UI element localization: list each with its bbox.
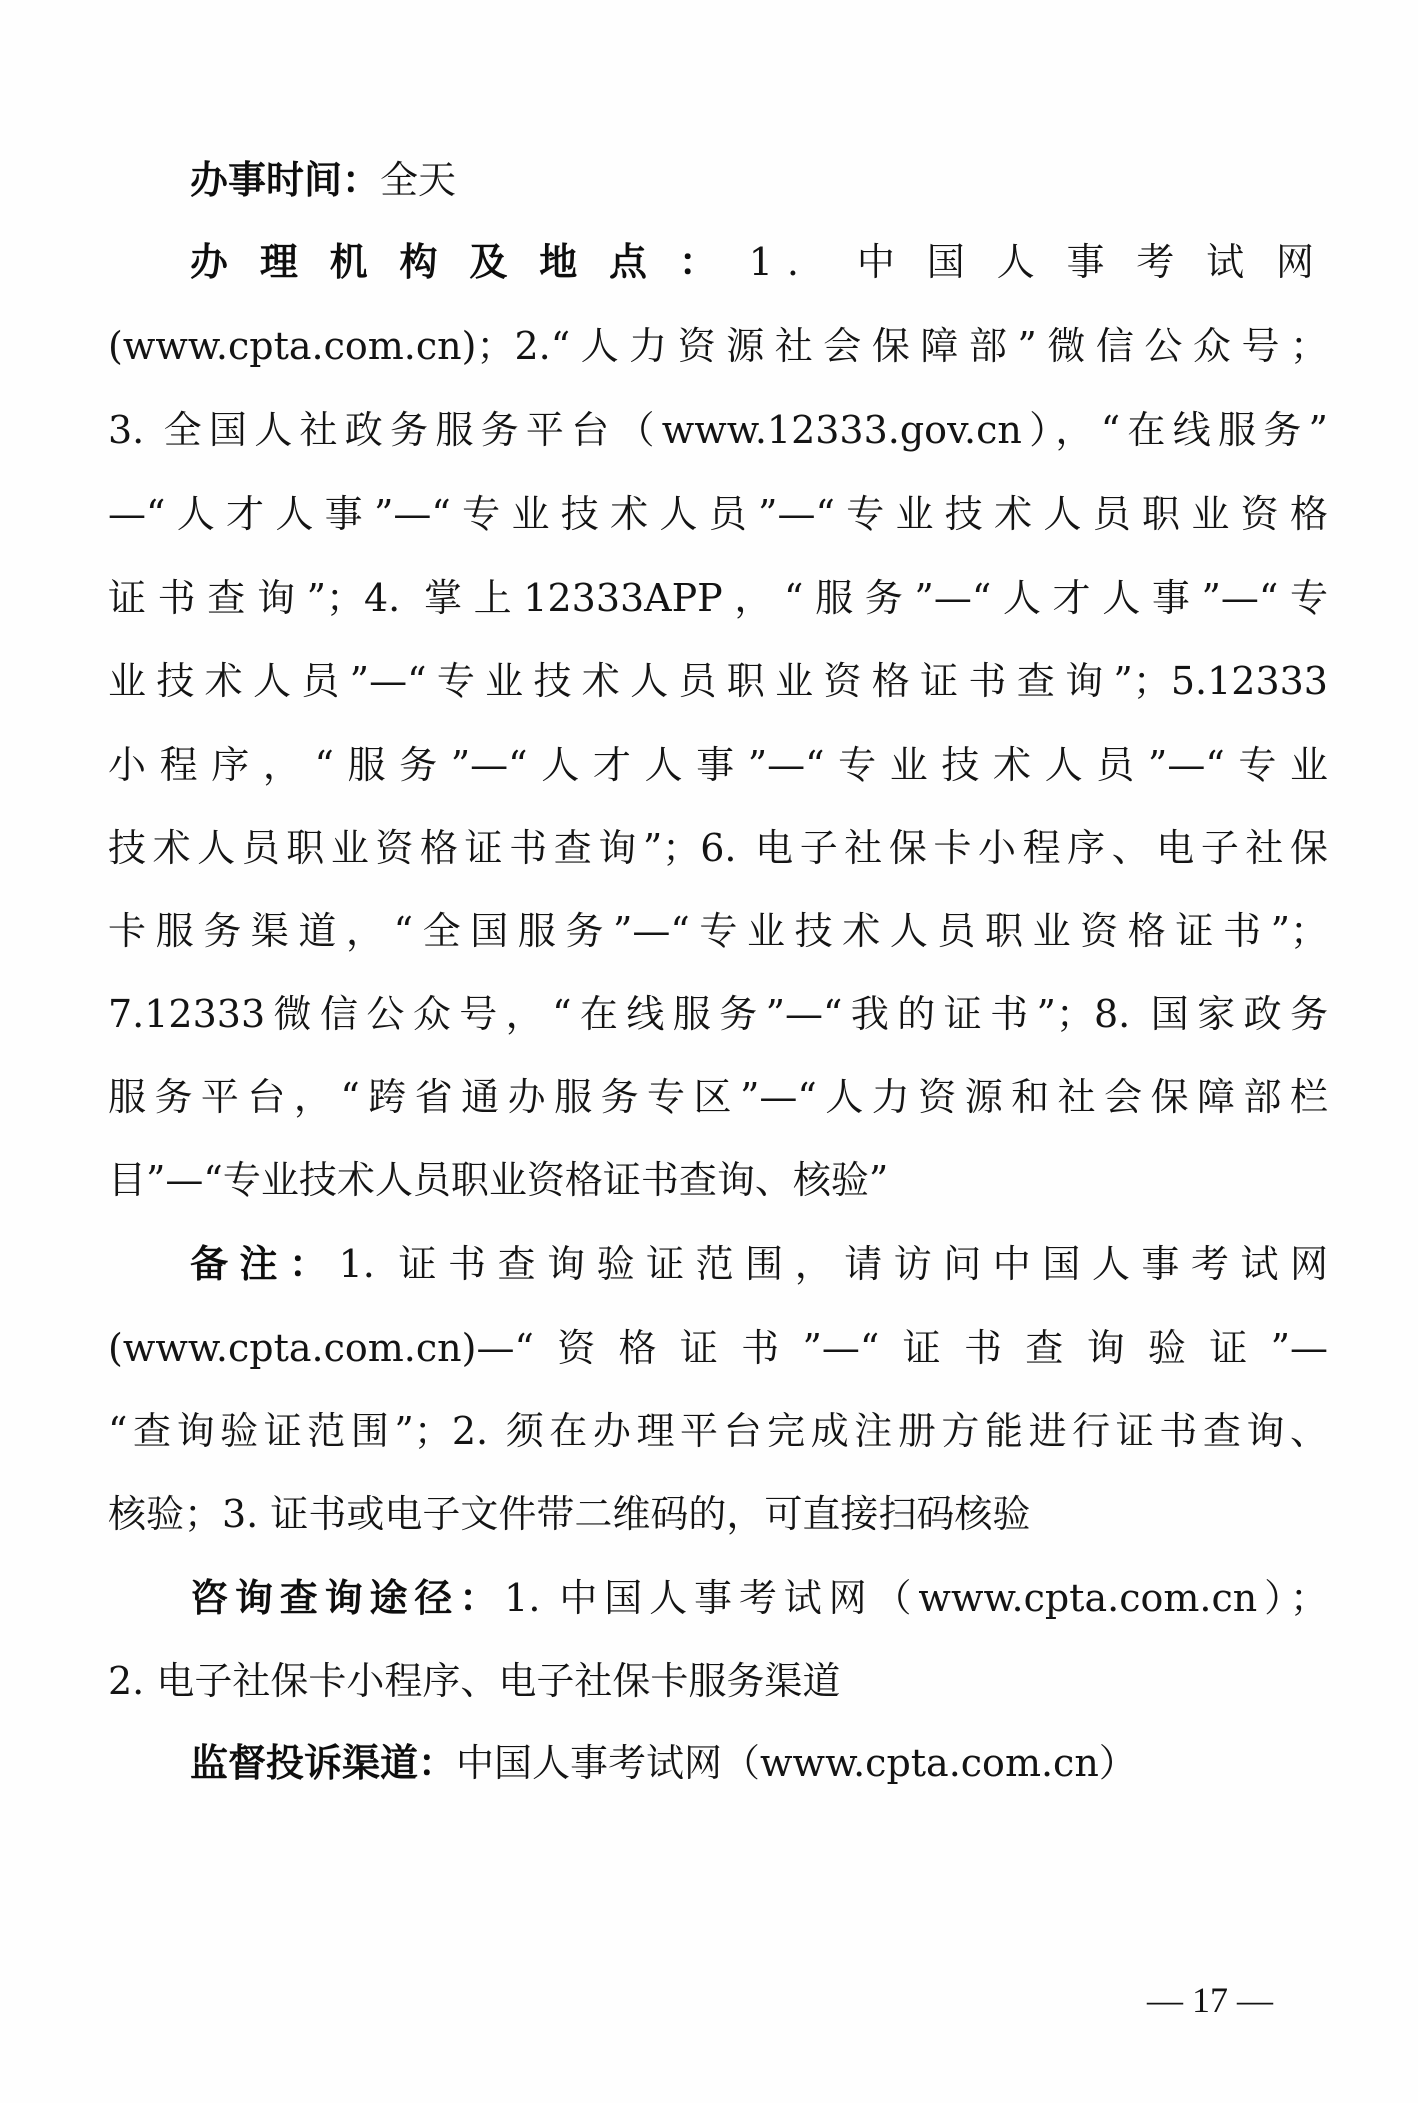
notes-line-1 bbox=[190, 1234, 1328, 1294]
notes-label: 备注： bbox=[190, 1242, 339, 1286]
hours-value: 全天 bbox=[380, 158, 457, 202]
hours-line bbox=[190, 150, 1328, 210]
consult-label: 咨询查询途径： bbox=[190, 1576, 505, 1620]
notes-line-4: 核验；3. 证书或电子文件带二维码的，可直接扫码核验 bbox=[108, 1492, 1031, 1536]
hours-label: 办事时间： bbox=[190, 158, 381, 202]
locations-line-1 bbox=[190, 232, 1328, 292]
consult-text: 1. 中国人事考试网（www.cpta.com.cn）； bbox=[504, 1576, 1328, 1620]
locations-line-5: 证书查询”；4. 掌上12333APP，“服务”—“人才人事”—“专 bbox=[108, 576, 1328, 620]
notes-text: 1. 证书查询验证范围，请访问中国人事考试网 bbox=[338, 1242, 1328, 1286]
consult-line-1 bbox=[190, 1568, 1328, 1628]
complaint-line bbox=[190, 1733, 1328, 1793]
notes-line-3: “查询验证范围”；2. 须在办理平台完成注册方能进行证书查询、 bbox=[108, 1409, 1328, 1453]
notes-line-2: (www.cpta.com.cn)—“资格证书”—“证书查询验证”— bbox=[108, 1326, 1328, 1370]
locations-line-7: 小程序，“服务”—“人才人事”—“专业技术人员”—“专业 bbox=[108, 743, 1328, 787]
consult-line-2: 2. 电子社保卡小程序、电子社保卡服务渠道 bbox=[108, 1659, 841, 1703]
locations-line-10: 7.12333微信公众号，“在线服务”—“我的证书”；8. 国家政务 bbox=[108, 992, 1328, 1036]
locations-line-8: 技术人员职业资格证书查询”；6. 电子社保卡小程序、电子社保 bbox=[108, 826, 1328, 870]
page-number: — 17 — bbox=[1147, 1980, 1273, 2020]
locations-line-9: 卡服务渠道，“全国服务”—“专业技术人员职业资格证书”； bbox=[108, 909, 1328, 953]
locations-label: 办理机构及地点： bbox=[190, 240, 749, 284]
locations-line-3: 3. 全国人社政务服务平台（www.12333.gov.cn），“在线服务” bbox=[108, 408, 1328, 452]
locations-text: 1. 中国人事考试网 bbox=[748, 240, 1328, 284]
locations-line-6: 业技术人员”—“专业技术人员职业资格证书查询”；5.12333 bbox=[108, 659, 1328, 703]
locations-line-2: (www.cpta.com.cn)；2.“人力资源社会保障部”微信公众号； bbox=[108, 324, 1328, 368]
locations-line-12: 目”—“专业技术人员职业资格证书查询、核验” bbox=[108, 1158, 889, 1202]
locations-line-11: 服务平台，“跨省通办服务专区”—“人力资源和社会保障部栏 bbox=[108, 1075, 1328, 1119]
locations-line-4: —“人才人事”—“专业技术人员”—“专业技术人员职业资格 bbox=[108, 492, 1328, 536]
complaint-label: 监督投诉渠道： bbox=[190, 1741, 457, 1785]
complaint-text: 中国人事考试网（www.cpta.com.cn） bbox=[456, 1741, 1137, 1785]
